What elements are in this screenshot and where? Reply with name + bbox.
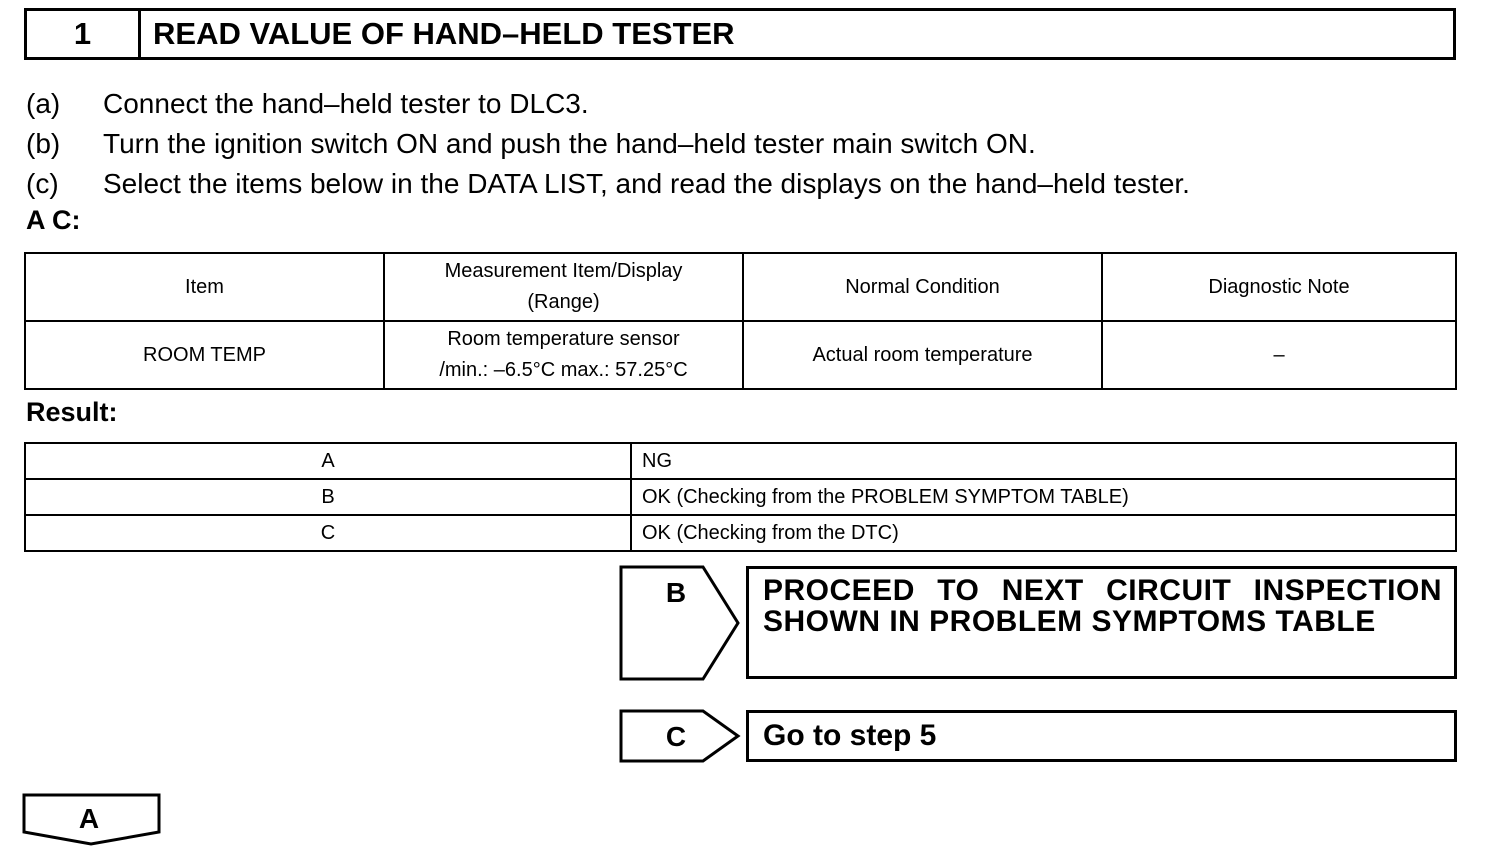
result-row: [25, 479, 1456, 515]
result-code: C: [25, 515, 631, 551]
flow-box-b-line1: PROCEED TO NEXT CIRCUIT INSPECTION: [763, 574, 1442, 607]
cell-item: ROOM TEMP: [25, 321, 384, 389]
instruction-text: Connect the hand–held tester to DLC3.: [103, 88, 589, 119]
result-code: B: [25, 479, 631, 515]
result-row: [25, 443, 1456, 479]
result-description: OK (Checking from the DTC): [631, 515, 1456, 551]
step-number: 1: [27, 11, 141, 57]
header-normal-condition: Normal Condition: [743, 253, 1102, 321]
cell-normal-condition: Actual room temperature: [743, 321, 1102, 389]
header-measurement-line1: Measurement Item/Display: [444, 260, 683, 282]
instruction-b: [26, 126, 1036, 162]
result-description: NG: [631, 443, 1456, 479]
flow-arrow-a: [21, 792, 163, 848]
flow-box-c-text: Go to step 5: [763, 719, 937, 752]
cell-measurement-line1: Room temperature sensor: [447, 328, 680, 350]
cell-measurement: [384, 321, 743, 389]
header-item: Item: [25, 253, 384, 321]
section-label: A C:: [26, 205, 81, 235]
result-label: Result:: [26, 397, 118, 427]
data-list-table: [24, 252, 1457, 390]
instruction-label: (a): [26, 88, 61, 119]
result-code: A: [25, 443, 631, 479]
cell-measurement-line2: /min.: –6.5°C max.: 57.25°C: [439, 359, 688, 381]
cell-diagnostic-note: –: [1102, 321, 1456, 389]
flow-box-b-line2: SHOWN IN PROBLEM SYMPTOMS TABLE: [763, 605, 1376, 638]
header-measurement: [384, 253, 743, 321]
table-header-row: [25, 253, 1456, 321]
flow-arrow-b: [618, 564, 744, 682]
result-table: [24, 442, 1457, 552]
result-description: OK (Checking from the PROBLEM SYMPTOM TABLE): [631, 479, 1456, 515]
flow-arrow-b-letter: B: [665, 577, 687, 608]
step-title: READ VALUE OF HAND–HELD TESTER: [153, 16, 735, 51]
instruction-c: [26, 166, 1190, 202]
instruction-a: [26, 86, 589, 122]
instruction-label: (c): [26, 168, 59, 199]
flow-arrow-c: [618, 708, 744, 764]
flow-arrow-c-letter: C: [665, 721, 687, 752]
step-header: [24, 8, 1456, 60]
header-diagnostic-note: Diagnostic Note: [1102, 253, 1456, 321]
result-row: [25, 515, 1456, 551]
instruction-text: Select the items below in the DATA LIST, and read the displays on the hand–held tester.: [103, 168, 1190, 199]
instruction-text: Turn the ignition switch ON and push the hand–held tester main switch ON.: [103, 128, 1036, 159]
flow-box-c: [746, 710, 1457, 762]
instruction-label: (b): [26, 128, 61, 159]
flow-box-b: [746, 566, 1457, 679]
flow-arrow-a-letter: A: [78, 803, 100, 834]
header-measurement-line2: (Range): [527, 291, 600, 313]
table-row: [25, 321, 1456, 389]
